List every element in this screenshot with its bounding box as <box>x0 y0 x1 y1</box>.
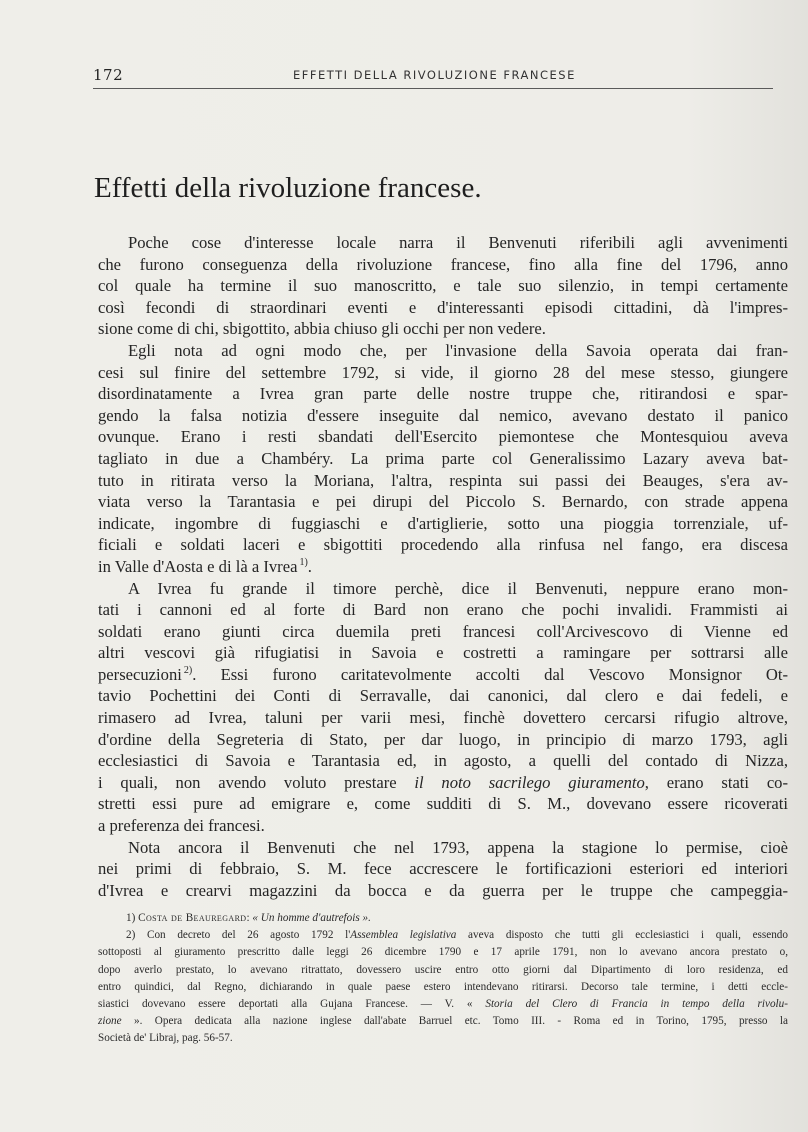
paragraph-2 <box>98 340 788 578</box>
italic-phrase: zione <box>98 1015 122 1028</box>
text-line: Nota ancora il Benvenuti che nel 1793, appena la stagione lo permise, cioè <box>128 837 788 857</box>
text-line: rimasero ad Ivrea, taluni per varii mesi, finchè dovettero cercarsi rifugio altrove, <box>98 708 788 728</box>
section-title: Effetti della rivoluzione francese. <box>94 172 482 204</box>
footnote-number: 1) <box>126 912 136 924</box>
text-line: d'ordine della Segreteria di Stato, per dar luogo, in principio di marzo 1793, agli <box>98 729 788 749</box>
running-head: EFFETTI DELLA RIVOLUZIONE FRANCESE <box>293 68 576 82</box>
footnote-separator: : <box>246 912 250 924</box>
text-line: che furono conseguenza della rivoluzione francese, fino alla fine del 1796, anno <box>98 254 788 274</box>
text-line: nei primi di febbraio, S. M. fece accrescere le fortificazioni esteriori ed interiori <box>98 859 788 879</box>
text-line: ovunque. Erano i resti sbandati dell'Esercito piemontese che Montesquiou aveva <box>98 427 788 447</box>
footnote-ref-1[interactable]: 1) <box>299 557 308 569</box>
text-line: viata verso la Tarantasia e pei dirupi del Piccolo S. Bernardo, con strade appena <box>98 492 788 512</box>
text-line: sione come di chi, sbigottito, abbia chiuso gli occhi per non vedere. <box>98 319 546 339</box>
text-line: tavio Pochettini dei Conti di Serravalle, dai canonici, dal clero e dai fedeli, e <box>98 686 788 706</box>
page-number: 172 <box>93 66 124 84</box>
text-line: indicate, ingombre di fuggiaschi e d'artiglierie, sotto una pioggia torrenziale, uf- <box>98 513 788 533</box>
text-line: a preferenza dei francesi. <box>98 816 265 836</box>
text-line: soldati erano giunti circa duemila preti francesi coll'Arcivescovo di Vienne ed <box>98 621 788 641</box>
text-run: 2) Con decreto del 26 agosto 1792 l' <box>126 929 351 942</box>
footnote-2-line: dopo averlo prestato, lo avevano ritrattato, dovessero uscire entro otto giorni dal Dipartimento di loro residenza, ed <box>98 963 788 976</box>
text-run: i quali, non avendo voluto prestare <box>98 772 415 792</box>
footnote-2-line: sottoposti al giuramento prescritto dalle leggi 26 dicembre 1790 e 17 aprile 1791, non lo avevano ancora prestato o, <box>98 946 788 959</box>
text-line: A Ivrea fu grande il timore perchè, dice il Benvenuti, neppure erano mon- <box>128 578 788 598</box>
text-line: Egli nota ad ogni modo che, per l'invasione della Savoia operata dai fran- <box>128 340 788 360</box>
text-line: disordinatamente a Ivrea gran parte delle nostre truppe che, ritirandosi e spar- <box>98 384 788 404</box>
text-line <box>98 664 788 686</box>
footnote-2-line <box>98 996 788 1013</box>
text-line: ecclesiastici di Savoia e Tarantasia ed, in agosto, a quelli del contado di Nizza, <box>98 751 788 771</box>
paragraph-4 <box>98 837 788 902</box>
text-run: aveva disposto che tutti gli ecclesiastici i quali, essendo <box>456 929 788 942</box>
paragraph-3 <box>98 578 788 837</box>
text-line: altri vescovi già rifugiatisi in Savoia e costretti a ramingare per sottrarsi alle <box>98 643 788 663</box>
text-run: persecuzioni <box>98 664 182 684</box>
footnote-2-line <box>98 927 788 944</box>
text-run: siastici dovevano essere deportati alla Gujana Francese. — V. « <box>98 998 486 1011</box>
text-run: , erano stati co- <box>644 772 789 792</box>
text-line: cesi sul finire del settembre 1792, si vide, il giorno 28 del mese stesso, giungere <box>98 362 788 382</box>
text-line <box>98 556 788 578</box>
text-run: . <box>307 556 312 576</box>
text-line: Poche cose d'interesse locale narra il Benvenuti riferibili agli avvenimenti <box>128 233 788 252</box>
footnote-2-line: Società de' Libraj, pag. 56-57. <box>98 1032 233 1045</box>
italic-phrase: Storia del Clero di Francia in tempo della rivolu- <box>485 998 788 1011</box>
page-header <box>93 64 773 89</box>
footnote-1 <box>98 910 788 927</box>
text-line: col quale ha termine il suo manoscritto, e tale suo silenzio, in tempi certamente <box>98 276 788 296</box>
footnote-ref-2[interactable]: 2) <box>183 665 193 677</box>
text-line: tagliato in due a Chambéry. La prima parte col Generalissimo Lazary aveva bat- <box>98 448 788 468</box>
footnote-2-line <box>98 1013 788 1030</box>
body-text <box>98 232 788 901</box>
italic-phrase: Assemblea legislativa <box>350 929 457 942</box>
text-run: in Valle d'Aosta e di là a Ivrea <box>98 556 298 576</box>
text-line: stretti essi pure ad emigrare e, come sudditi di S. M., dovevano essere ricoverati <box>98 794 788 814</box>
footnote-title: « Un homme d'autrefois ». <box>252 912 371 924</box>
text-line: gendo la falsa notizia d'essere inseguite dal nemico, avevano destato il panico <box>98 405 788 425</box>
text-line: d'Ivrea e crearvi magazzini da bocca e da guerra per le truppe che campeggia- <box>98 880 788 900</box>
italic-phrase: il noto sacrilego giuramento <box>414 772 645 792</box>
footnote-author: Costa de Beauregard <box>138 912 247 924</box>
text-line: tati i cannoni ed al forte di Bard non erano che pochi invalidi. Frammisti ai <box>98 600 788 620</box>
text-run: ». Opera dedicata alla nazione inglese dall'abate Barruel etc. Tomo III. - Roma ed in Torino, 1795, presso la <box>121 1015 788 1028</box>
footnotes <box>98 910 788 1048</box>
text-line: così fecondi di straordinari eventi e d'interessanti episodi cittadini, dà l'impres- <box>98 297 788 317</box>
text-line <box>98 772 788 794</box>
text-line: ficiali e soldati laceri e sbigottiti procedendo alla rinfusa nel fango, era discesa <box>98 535 788 555</box>
text-line: tuto in ritirata verso la Moriana, l'altra, respinta sui passi dei Beauges, s'era av- <box>98 470 788 490</box>
text-run: . Essi furono caritatevolmente accolti dal Vescovo Monsignor Ot- <box>192 664 788 684</box>
footnote-2-line: entro quindici, dal Regno, dichiarando in quale paese estero intendevano ritirarsi. Decorso tale termine, i detti eccle- <box>98 980 788 993</box>
paragraph-1 <box>98 232 788 340</box>
